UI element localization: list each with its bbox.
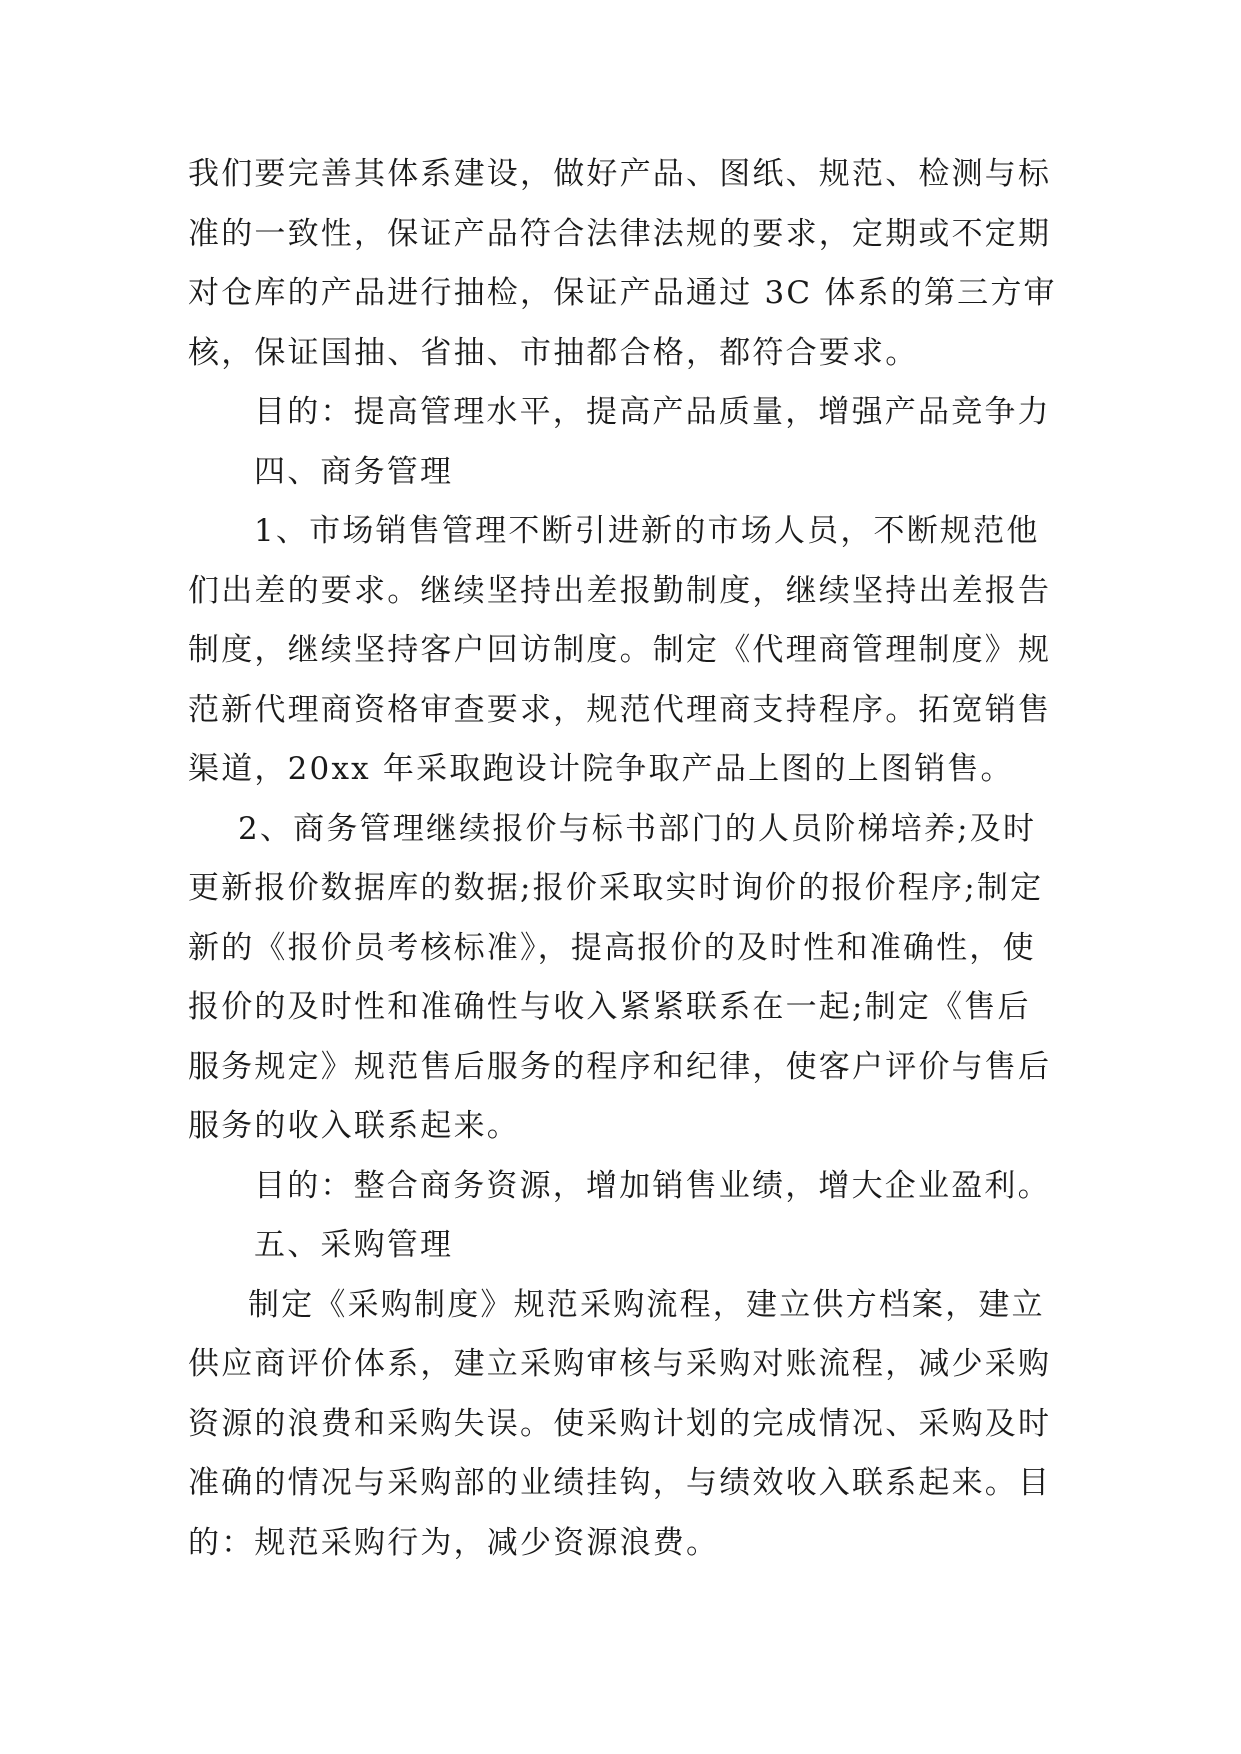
text-line-11: 渠道，20xx 年采取跑设计院争取产品上图的上图销售。 <box>188 751 1014 787</box>
text-line-23: 准确的情况与采购部的业绩挂钩，与绩效收入联系起来。目 <box>188 1465 1052 1501</box>
text-line-4: 核，保证国抽、省抽、市抽都合格，都符合要求。 <box>188 334 919 371</box>
text-line-1: 我们要完善其体系建设，做好产品、图纸、规范、检测与标 <box>188 156 1052 192</box>
text-line-10: 范新代理商资格审查要求，规范代理商支持程序。拓宽销售 <box>188 691 1052 728</box>
text-line-15: 报价的及时性和准确性与收入紧紧联系在一起;制定《售后 <box>188 989 1031 1025</box>
text-line-9: 制度，继续坚持客户回访制度。制定《代理商管理制度》规 <box>188 632 1052 668</box>
text-line-16: 服务规定》规范售后服务的程序和纪律，使客户评价与售后 <box>188 1048 1052 1085</box>
section-heading-procurement: 五、采购管理 <box>254 1227 454 1263</box>
text-line-2: 准的一致性，保证产品符合法律法规的要求，定期或不定期 <box>188 215 1052 252</box>
purpose-line-business: 目的：整合商务资源，增加销售业绩，增大企业盈利。 <box>254 1167 1051 1204</box>
text-line-14: 新的《报价员考核标准》，提高报价的及时性和准确性，使 <box>188 929 1036 966</box>
text-line-12: 2、商务管理继续报价与标书部门的人员阶梯培养;及时 <box>238 810 1037 847</box>
text-line-13: 更新报价数据库的数据;报价采取实时询价的报价程序;制定 <box>188 870 1044 906</box>
document-body <box>188 145 1078 1573</box>
text-line-3: 对仓库的产品进行抽检，保证产品通过 3C 体系的第三方审 <box>188 275 1057 311</box>
text-line-7: 1、市场销售管理不断引进新的市场人员，不断规范他 <box>254 513 1040 549</box>
text-line-17: 服务的收入联系起来。 <box>188 1108 520 1144</box>
text-line-24: 的：规范采购行为，减少资源浪费。 <box>188 1524 720 1561</box>
text-line-20: 制定《采购制度》规范采购流程，建立供方档案，建立 <box>248 1286 1045 1323</box>
text-line-8: 们出差的要求。继续坚持出差报勤制度，继续坚持出差报告 <box>188 572 1052 609</box>
text-line-21: 供应商评价体系，建立采购审核与采购对账流程，减少采购 <box>188 1346 1052 1382</box>
purpose-line-quality: 目的：提高管理水平，提高产品质量，增强产品竞争力 <box>254 394 1051 430</box>
text-line-22: 资源的浪费和采购失误。使采购计划的完成情况、采购及时 <box>188 1405 1052 1442</box>
section-heading-business: 四、商务管理 <box>254 453 454 490</box>
